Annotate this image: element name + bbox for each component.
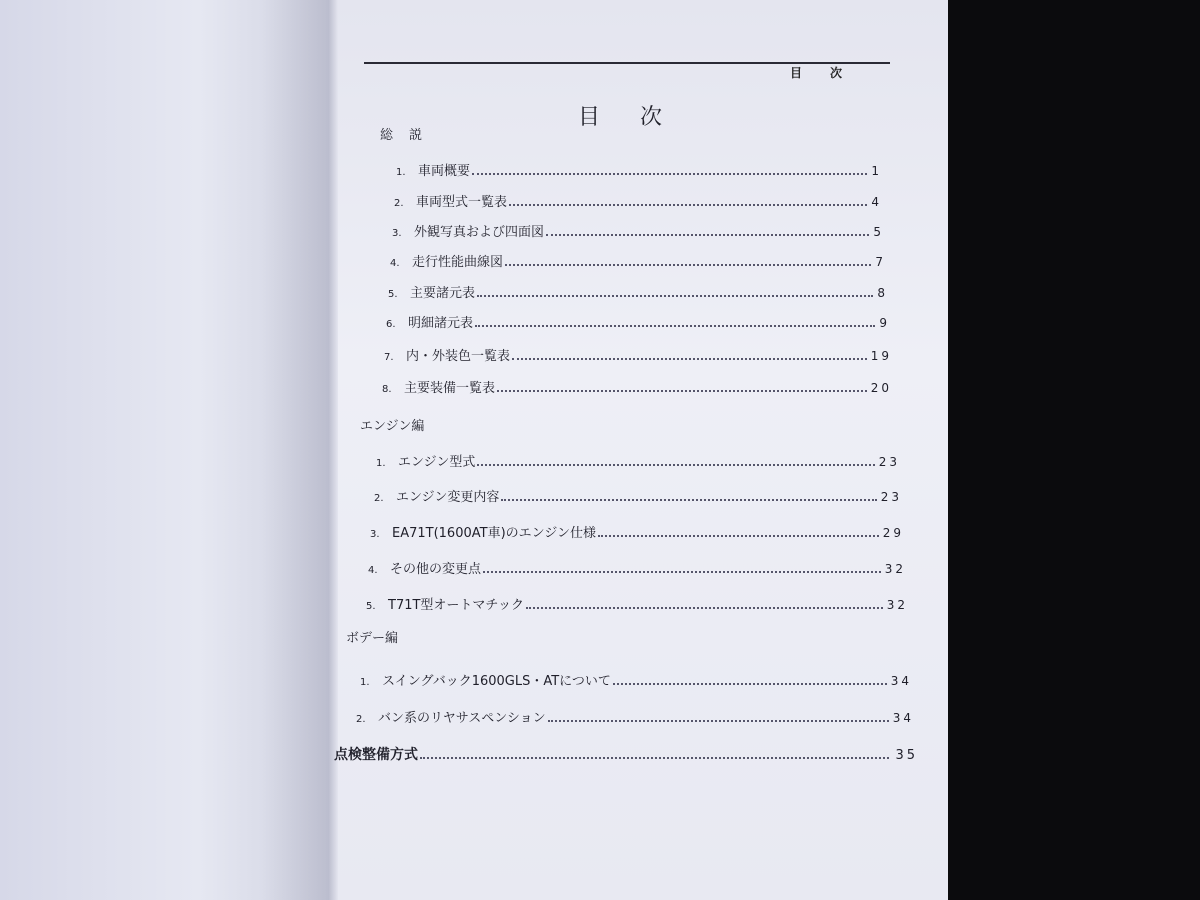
entry-number: 2. xyxy=(374,493,384,504)
entry-number: 2. xyxy=(356,714,366,725)
toc-entry[interactable] xyxy=(384,345,892,367)
toc-entry[interactable] xyxy=(360,670,912,692)
entry-page: 32 xyxy=(884,562,906,576)
dot-leader xyxy=(472,172,867,175)
entry-number: 1. xyxy=(360,677,370,688)
dot-leader xyxy=(505,263,871,266)
entry-page: 34 xyxy=(890,674,912,688)
entry-title: 主要装備一覧表 xyxy=(404,381,496,396)
entry-title: 車両概要 xyxy=(418,164,471,179)
entry-page: 23 xyxy=(880,490,902,504)
entry-page: 19 xyxy=(870,349,892,363)
dot-leader xyxy=(548,719,889,722)
entry-page: 35 xyxy=(895,748,918,763)
entry-title: 点検整備方式 xyxy=(334,747,418,763)
dot-leader xyxy=(477,463,874,466)
entry-number: 6. xyxy=(386,319,396,330)
entry-number: 3. xyxy=(392,228,402,239)
entry-title: エンジン型式 xyxy=(398,455,476,470)
entry-title: 外観写真および四面図 xyxy=(414,225,545,240)
toc-entry[interactable] xyxy=(368,558,906,580)
toc-entry[interactable] xyxy=(386,312,890,334)
toc-entry[interactable] xyxy=(356,707,914,729)
entry-title: T71T型オートマチック xyxy=(388,598,525,613)
entry-page: 34 xyxy=(892,711,914,725)
entry-page: 29 xyxy=(882,526,904,540)
entry-title: 内・外装色一覧表 xyxy=(406,349,511,364)
toc-entry[interactable] xyxy=(388,282,888,304)
entry-title: 走行性能曲線図 xyxy=(412,255,504,270)
toc-entry[interactable] xyxy=(390,251,886,273)
toc-entry[interactable] xyxy=(394,191,882,213)
entry-page: 32 xyxy=(886,598,908,612)
dot-leader xyxy=(509,203,867,206)
section-heading-body: ボデー編 xyxy=(346,631,399,646)
dot-leader xyxy=(475,324,875,327)
entry-title: 明細諸元表 xyxy=(408,316,474,331)
dot-leader xyxy=(501,498,876,501)
entry-page: 9 xyxy=(879,316,890,330)
dot-leader xyxy=(526,606,883,609)
page-gutter xyxy=(328,0,338,900)
toc-entry[interactable] xyxy=(374,486,902,508)
dot-leader xyxy=(512,357,867,360)
dot-leader xyxy=(546,233,869,236)
toc-entry-inspection[interactable] xyxy=(334,744,918,764)
section-heading-engine: エンジン編 xyxy=(360,419,425,434)
dot-leader xyxy=(497,389,867,392)
left-page-shadow xyxy=(262,0,332,900)
entry-title: 主要諸元表 xyxy=(410,286,476,301)
entry-title: スイングバック1600GLS・ATについて xyxy=(382,674,611,689)
toc-entry[interactable] xyxy=(366,594,908,616)
toc-entry[interactable] xyxy=(382,377,892,399)
entry-number: 8. xyxy=(382,384,392,395)
dot-leader xyxy=(420,757,889,759)
entry-number: 4. xyxy=(390,258,400,269)
entry-number: 2. xyxy=(394,198,404,209)
entry-number: 5. xyxy=(388,289,398,300)
entry-page: 5 xyxy=(873,225,884,239)
entry-number: 3. xyxy=(370,529,380,540)
toc-entry[interactable] xyxy=(370,522,904,544)
entry-title: EA71T(1600AT車)のエンジン仕様 xyxy=(392,526,596,541)
running-head: 目次 xyxy=(790,66,871,80)
entry-page: 8 xyxy=(877,286,888,300)
entry-number: 1. xyxy=(396,167,406,178)
entry-number: 1. xyxy=(376,458,386,469)
entry-page: 1 xyxy=(871,164,882,178)
dot-leader xyxy=(477,294,873,297)
entry-number: 7. xyxy=(384,352,394,363)
entry-number: 5. xyxy=(366,601,376,612)
entry-page: 7 xyxy=(875,255,886,269)
section-heading-general: 総説 xyxy=(380,128,439,143)
entry-page: 23 xyxy=(878,455,900,469)
entry-number: 4. xyxy=(368,565,378,576)
entry-title: 車両型式一覧表 xyxy=(416,195,508,210)
toc-title: 目次 xyxy=(578,105,703,130)
toc-entry[interactable] xyxy=(376,451,900,473)
dot-leader xyxy=(613,682,887,685)
dot-leader xyxy=(483,570,881,573)
entry-title: エンジン変更内容 xyxy=(396,490,500,505)
entry-title: バン系のリヤサスペンション xyxy=(378,711,546,726)
entry-page: 20 xyxy=(870,381,892,395)
toc-entry[interactable] xyxy=(396,160,882,182)
toc-entry[interactable] xyxy=(392,221,884,243)
entry-page: 4 xyxy=(871,195,882,209)
entry-title: その他の変更点 xyxy=(390,562,482,577)
dot-leader xyxy=(598,534,879,537)
